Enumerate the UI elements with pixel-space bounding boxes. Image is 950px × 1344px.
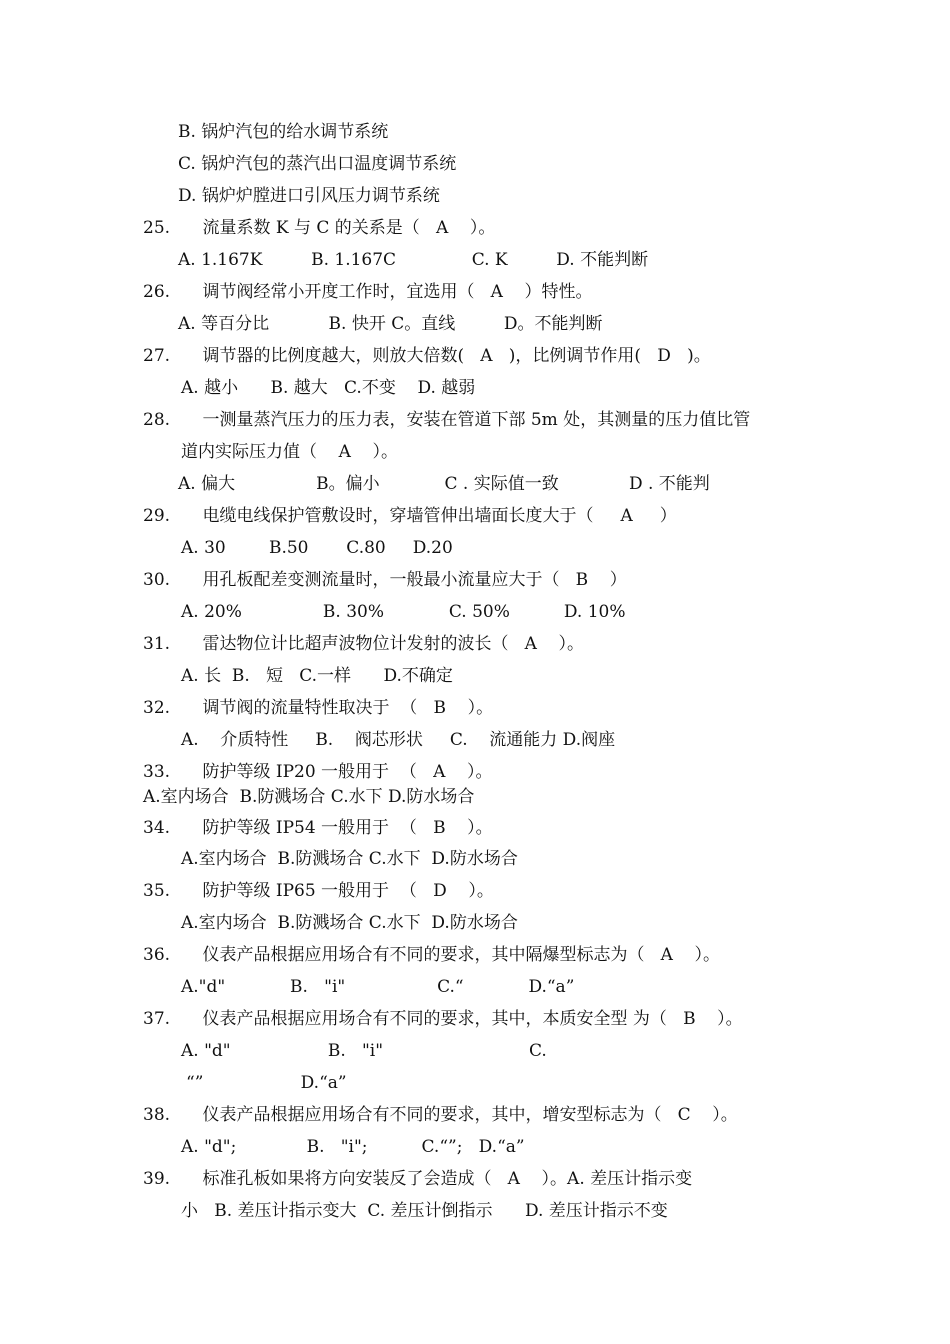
text-line: 29. 电缆电线保护管敷设时，穿墙管伸出墙面长度大于（ A ） (143, 506, 677, 526)
text-line: A. 1.167K B. 1.167C C. K D. 不能判断 (178, 250, 649, 270)
text-line: A. 等百分比 B. 快开 C。直线 D。不能判断 (178, 314, 603, 334)
text-line: 小 B. 差压计指示变大 C. 差压计倒指示 D. 差压计指示不变 (181, 1201, 668, 1221)
text-line: A. 偏大 B。偏小 C . 实际值一致 D . 不能判 (178, 474, 710, 494)
text-line: D. 锅炉炉膛进口引风压力调节系统 (178, 186, 440, 206)
text-line: A. 20% B. 30% C. 50% D. 10% (181, 602, 626, 622)
text-line: 35. 防护等级 IP65 一般用于 （ D ）。 (143, 881, 494, 901)
text-line: 36. 仪表产品根据应用场合有不同的要求，其中隔爆型标志为（ A ）。 (143, 945, 721, 965)
text-line: 31. 雷达物位计比超声波物位计发射的波长（ A ）。 (143, 634, 585, 654)
text-line: 32. 调节阀的流量特性取决于 （ B ）。 (143, 698, 494, 718)
text-line: 30. 用孔板配差变测流量时，一般最小流量应大于（ B ） (143, 570, 627, 590)
text-line: 道内实际压力值（ A ）。 (181, 442, 399, 462)
text-line: 33. 防护等级 IP20 一般用于 （ A ）。 (143, 762, 493, 782)
text-line: A. 介质特性 B. 阀芯形状 C. 流通能力 D.阀座 (181, 730, 616, 750)
text-line: 39. 标准孔板如果将方向安装反了会造成（ A ）。A. 差压计指示变 (143, 1169, 693, 1189)
text-line: 28. 一测量蒸汽压力的压力表，安装在管道下部 5m 处，其测量的压力值比管 (143, 410, 751, 430)
text-line: A.室内场合 B.防溅场合 C.水下 D.防水场合 (143, 787, 475, 807)
text-line: A.室内场合 B.防溅场合 C.水下 D.防水场合 (181, 849, 518, 869)
text-line: 38. 仪表产品根据应用场合有不同的要求，其中，增安型标志为（ C ）。 (143, 1105, 738, 1125)
text-line: A."d" B. "i" C.“ D.“a” (181, 977, 575, 997)
text-line: A. 长 B. 短 C.一样 D.不确定 (181, 666, 453, 686)
text-line: A. 越小 B. 越大 C.不变 D. 越弱 (181, 378, 476, 398)
text-line: “” D.“a” (186, 1073, 347, 1093)
text-line: A.室内场合 B.防溅场合 C.水下 D.防水场合 (181, 913, 518, 933)
text-line: 27. 调节器的比例度越大，则放大倍数( A )，比例调节作用( D )。 (143, 346, 711, 366)
text-line: C. 锅炉汽包的蒸汽出口温度调节系统 (178, 154, 457, 174)
text-line: B. 锅炉汽包的给水调节系统 (178, 122, 389, 142)
text-line: 37. 仪表产品根据应用场合有不同的要求，其中，本质安全型 为（ B ）。 (143, 1009, 743, 1029)
text-line: A. 30 B.50 C.80 D.20 (181, 538, 453, 558)
text-line: A. "d"; B. "i"; C.“”; D.“a” (181, 1137, 525, 1157)
text-line: A. "d" B. "i" C. (181, 1041, 547, 1061)
text-line: 26. 调节阀经常小开度工作时，宜选用（ A ）特性。 (143, 282, 593, 302)
text-line: 25. 流量系数 K 与 C 的关系是（ A ）。 (143, 218, 496, 238)
text-line: 34. 防护等级 IP54 一般用于 （ B ）。 (143, 818, 493, 838)
